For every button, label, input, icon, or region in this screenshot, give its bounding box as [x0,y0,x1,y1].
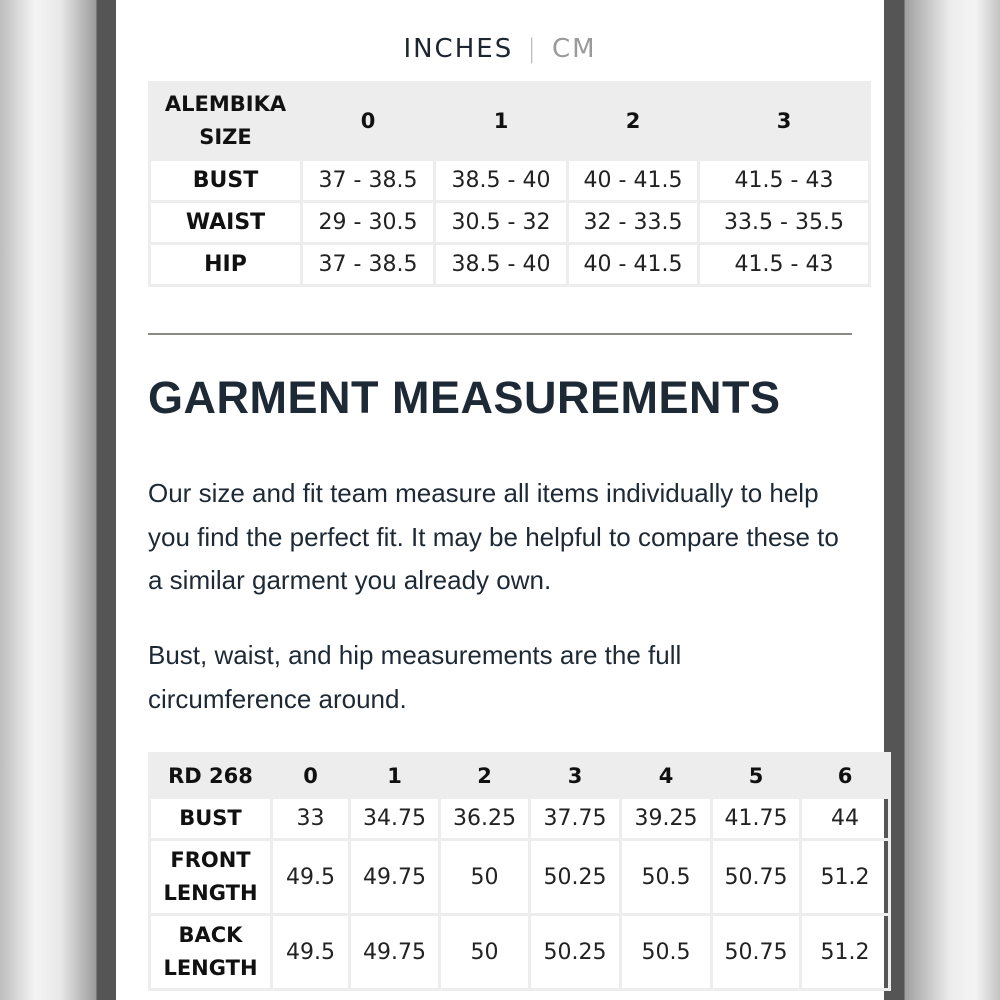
garment-table-cell: 37.75 [530,798,621,840]
garment-table-cell: 39.25 [621,798,712,840]
inches-toggle[interactable]: INCHES [403,34,514,64]
garment-table-cell: 50.5 [621,915,712,990]
size-table-column-header: 1 [435,83,568,160]
garment-table-header-row [150,754,890,798]
size-table-cell: 30.5 - 32 [435,202,568,244]
garment-table-row [150,840,890,915]
garment-table-row [150,915,890,990]
garment-table-corner-header: RD 268 [150,754,272,798]
size-table-row-label: BUST [150,160,302,202]
garment-table-cell: 49.75 [350,915,440,990]
size-table-header-row [150,83,870,160]
garment-table-cell: 50.75 [712,840,801,915]
size-table-cell: 41.5 - 43 [699,244,870,286]
size-table-cell: 38.5 - 40 [435,160,568,202]
garment-table-cell: 33 [272,798,350,840]
size-table-column-header: 0 [302,83,435,160]
garment-table-cell: 50.25 [530,915,621,990]
size-table-wrapper[interactable] [148,81,852,287]
section-heading: GARMENT MEASUREMENTS [148,372,781,423]
size-table-row [150,160,870,202]
size-table-cell: 33.5 - 35.5 [699,202,870,244]
garment-table-cell: 50.75 [712,915,801,990]
garment-table-wrapper[interactable] [148,752,870,991]
intro-paragraph: Our size and fit team measure all items individually to help you find the perfect fit. It may be helpful to compare these to a similar garment you already own. [148,478,839,595]
size-table [148,81,871,287]
garment-table-column-header: 6 [801,754,890,798]
garment-table-cell: 44 [801,798,890,840]
size-table-corner-header: ALEMBIKA SIZE [150,83,302,160]
garment-table-cell: 49.5 [272,840,350,915]
garment-table-cell: 50 [440,840,530,915]
garment-table-row-label: BACK LENGTH [150,915,272,990]
garment-table-cell: 34.75 [350,798,440,840]
size-guide-page [116,0,884,1000]
garment-table-cell: 50.5 [621,840,712,915]
cm-toggle[interactable]: CM [551,34,597,64]
size-table-row-label: WAIST [150,202,302,244]
garment-table-cell: 36.25 [440,798,530,840]
size-table-row [150,202,870,244]
garment-table-column-header: 0 [272,754,350,798]
circumference-note: Bust, waist, and hip measurements are the full circumference around. [148,640,682,714]
garment-table-cell: 49.75 [350,840,440,915]
garment-table-column-header: 3 [530,754,621,798]
section-divider [148,333,852,335]
unit-separator: | [527,34,538,64]
garment-table-cell: 49.5 [272,915,350,990]
size-table-cell: 38.5 - 40 [435,244,568,286]
garment-table-cell: 51.2 [801,840,890,915]
garment-table-column-header: 1 [350,754,440,798]
size-table-cell: 37 - 38.5 [302,244,435,286]
size-table-cell: 32 - 33.5 [568,202,699,244]
size-table-cell: 37 - 38.5 [302,160,435,202]
garment-table-cell: 50.25 [530,840,621,915]
size-table-column-header: 2 [568,83,699,160]
size-table-column-header: 3 [699,83,870,160]
garment-table-row-label: FRONT LENGTH [150,840,272,915]
size-table-cell: 40 - 41.5 [568,160,699,202]
garment-table-column-header: 4 [621,754,712,798]
garment-table [148,752,891,991]
unit-toggle [116,34,884,64]
garment-table-cell: 41.75 [712,798,801,840]
garment-table-row [150,798,890,840]
garment-table-cell: 51.2 [801,915,890,990]
size-table-cell: 40 - 41.5 [568,244,699,286]
size-table-row-label: HIP [150,244,302,286]
garment-table-row-label: BUST [150,798,272,840]
size-table-cell: 41.5 - 43 [699,160,870,202]
size-table-row [150,244,870,286]
garment-table-column-header: 5 [712,754,801,798]
size-table-cell: 29 - 30.5 [302,202,435,244]
garment-table-column-header: 2 [440,754,530,798]
garment-table-cell: 50 [440,915,530,990]
